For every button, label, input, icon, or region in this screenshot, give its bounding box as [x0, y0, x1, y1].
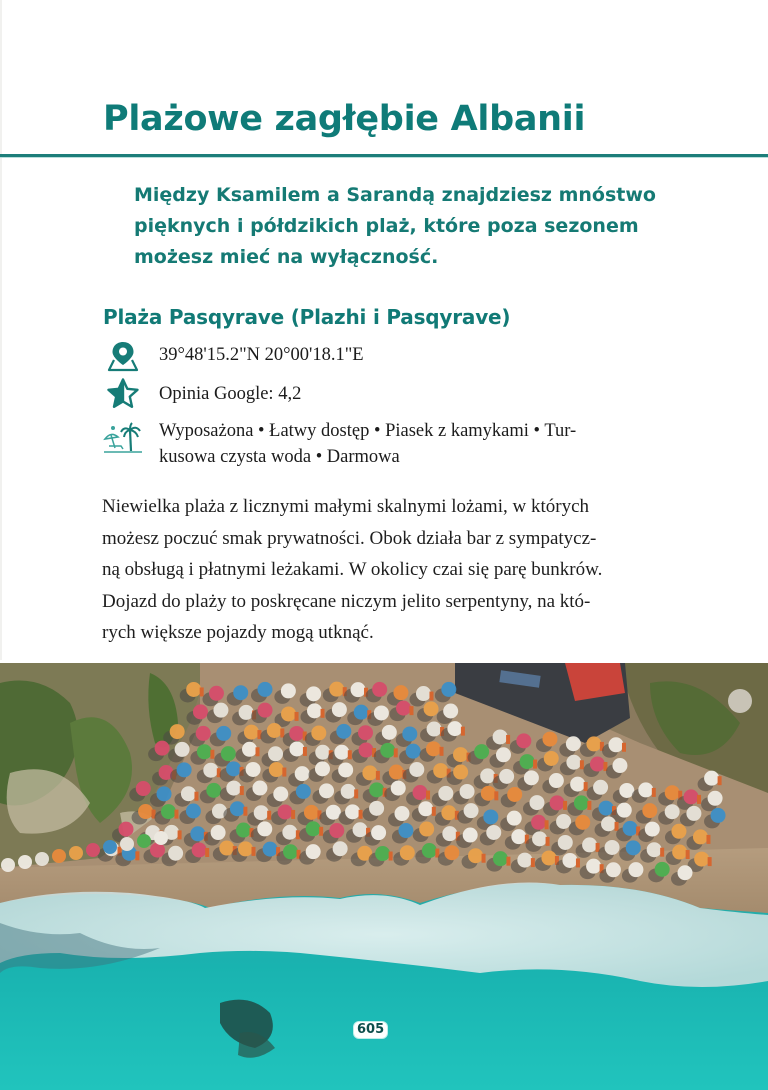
description-line: Dojazd do plaży to poskręcane niczym jelito serpentyny, na któ-	[102, 590, 591, 612]
rating-text: Opinia Google: 4,2	[159, 384, 302, 404]
amenities-text	[159, 418, 576, 470]
info-amenities	[103, 418, 576, 470]
beach-description	[102, 491, 672, 649]
beach-palm-icon	[103, 422, 143, 454]
description-line: rych większe pojazdy mogą utknąć.	[102, 622, 374, 643]
half-star-icon	[103, 378, 143, 410]
intro-line: możesz mieć na wyłączność.	[134, 246, 439, 268]
coordinates-text: 39°48'15.2"N 20°00'18.1"E	[159, 345, 364, 365]
description-line: możesz poczuć smak prywatności. Obok działa bar z sympatycz-	[102, 527, 597, 549]
intro-text	[134, 180, 694, 273]
beach-name: Plaża Pasqyrave (Plazhi i Pasqyrave)	[103, 305, 511, 329]
description-line: ną obsługą i płatnymi leżakami. W okolicy czai się parę bunkrów.	[102, 559, 603, 580]
intro-line: Między Ksamilem a Sarandą znajdziesz mnóstwo	[134, 184, 656, 206]
page-edge	[0, 0, 2, 660]
page-title: Plażowe zagłębie Albanii	[103, 99, 586, 139]
info-rating	[103, 378, 301, 410]
page-number: 605	[354, 1022, 387, 1038]
map-pin-icon	[103, 340, 143, 372]
title-divider	[0, 154, 768, 157]
beach-aerial-photo	[0, 663, 768, 1090]
info-coordinates	[103, 340, 364, 372]
description-line: Niewielka plaża z licznymi małymi skalnymi lożami, w których	[102, 496, 589, 517]
intro-line: pięknych i półdzikich plaż, które poza sezonem	[134, 215, 639, 237]
amenities-line: kusowa czysta woda • Darmowa	[159, 447, 400, 467]
amenities-line: Wyposażona • Łatwy dostęp • Piasek z kamykami • Tur-	[159, 421, 577, 441]
